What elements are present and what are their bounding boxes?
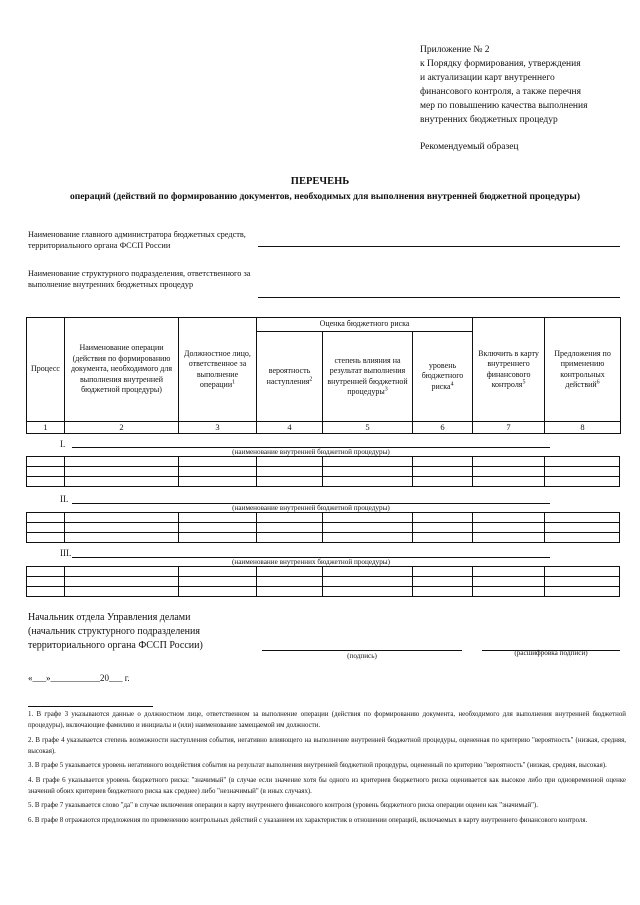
section-roman: III. [60, 548, 72, 558]
header-position-text: Должностное лицо, ответственное за выполнение операции [184, 348, 251, 389]
header-risk-group: Оценка бюджетного риска [257, 318, 473, 332]
appendix-line: к Порядку формирования, утверждения [420, 59, 581, 69]
footnote-ref: 3 [384, 386, 388, 393]
header-operation-text: Наименование операции (действия по формированию документа, необходимого для выполнения внутренней бюджетной процедуры) [70, 343, 173, 395]
decode-caption: (расшифровка подписи) [514, 649, 588, 657]
chief-line: Начальник отдела Управления делами [28, 612, 191, 623]
header-risk-level-text: уровень бюджетного риска [421, 360, 464, 391]
unit-field-line[interactable] [258, 297, 620, 298]
appendix-line: финансового контроля, а также перечня [420, 87, 581, 97]
header-include [473, 318, 545, 422]
header-include-text: Включить в карту внутреннего финансового контроля [478, 348, 539, 389]
column-number: 4 [257, 422, 323, 434]
signature-caption: (подпись) [347, 652, 377, 660]
admin-field-line[interactable] [258, 246, 620, 247]
section-grid [26, 512, 621, 544]
footnote: 6. В графе 8 отражаются предложения по применению контрольных действий с указанием их характеристик в отношении операций, включаемых в карту внутреннего финансового контроля. [28, 816, 588, 824]
appendix-line: внутренних бюджетных процедур [420, 115, 558, 125]
section-caption: (наименование внутренней бюджетной процедуры) [232, 448, 390, 456]
footnote: 5. В графе 7 указывается слово "да" в случае включения операции в карту внутреннего финансового контроля (уровень бюджетного риска операции оценен как "значимый"). [28, 802, 538, 809]
header-probability-text: вероятность наступления [266, 366, 311, 386]
footnote-ref: 1 [232, 379, 236, 386]
section-roman: II. [60, 494, 69, 504]
column-number: 3 [179, 422, 257, 434]
footnote: 2. В графе 4 указывается степень возможности наступления события, негативно влияющего на выполнение внутренней бюджетной процедуры, оцененная по критерию "вероятность" (низкая, средняя, высокая). [28, 736, 626, 755]
section-caption: (наименование внутренней бюджетной процедуры) [232, 504, 390, 512]
appendix-line: Приложение № 2 [420, 45, 490, 55]
header-position [179, 318, 257, 422]
column-number: 5 [323, 422, 413, 434]
header-proposals [545, 318, 621, 422]
column-number: 1 [27, 422, 65, 434]
column-number: 6 [413, 422, 473, 434]
column-number: 8 [545, 422, 621, 434]
chief-line: территориального органа ФССП России) [28, 640, 203, 651]
sample-label: Рекомендуемый образец [420, 142, 519, 152]
footnote: 3. В графе 5 указывается уровень негативного воздействия события на результат выполнения внутренней бюджетной процедуры, оцененный по критерию "вероятность" (низкая, средняя, высокая). [28, 762, 607, 769]
footnote-ref: 6 [596, 379, 600, 386]
chief-title [28, 611, 268, 653]
document-subtitle: операций (действий по формированию документов, необходимых для выполнения внутренней бюджетной процедуры) [69, 192, 581, 202]
admin-label: Наименование главного администратора бюджетных средств, территориального органа ФССП России [28, 230, 246, 250]
header-impact-text: степень влияния на результат выполнения внутренней бюджетной процедуры [327, 355, 408, 396]
header-impact [323, 332, 413, 422]
signature-line[interactable] [262, 650, 462, 651]
document-title: ПЕРЕЧЕНЬ [290, 176, 350, 187]
chief-line: (начальник структурного подразделения [28, 626, 200, 637]
column-number: 7 [473, 422, 545, 434]
appendix-line: и актуализации карт внутреннего [420, 73, 555, 83]
header-proposals-text: Предложения по применению контрольных действий [554, 348, 611, 389]
date-field[interactable]: «___»___________20___ г. [28, 673, 130, 683]
footnote-separator [28, 706, 153, 707]
section-grid [26, 566, 621, 598]
footnotes [28, 709, 626, 829]
footnote-ref: 2 [309, 375, 313, 382]
header-risk-level [413, 332, 473, 422]
section-caption: (наименование внутренних бюджетной процедуры) [231, 558, 391, 566]
appendix-line: мер по повышению качества выполнения [420, 101, 588, 111]
unit-label: Наименование структурного подразделения, ответственного за выполнение внутренних бюджетных процедур [28, 269, 251, 289]
section-roman: I. [60, 439, 66, 449]
operations-table [26, 317, 621, 434]
footnote: 4. В графе 6 указывается уровень бюджетного риска: "значимый" (в случае если значение хотя бы одного из критериев бюджетного риска оценивается как высокое либо при одновременной оценке значений обоих критериев бюджетного риска как среднее) либо "незначимый" (в иных случаях). [28, 776, 626, 795]
header-operation [65, 318, 179, 422]
header-probability [257, 332, 323, 422]
appendix-block [420, 43, 635, 154]
section-grid [26, 456, 621, 488]
header-process: Процесс [27, 318, 65, 422]
footnote-ref: 5 [522, 379, 526, 386]
footnote-ref: 4 [450, 381, 454, 388]
footnote: 1. В графе 3 указываются данные о должностном лице, ответственном за выполнение операции (действия по формированию документа, необходимого для выполнения внутренней бюджетной процедуры), включающие фамилию и инициалы и (или) наименование замещаемой им должности. [28, 711, 626, 729]
column-number: 2 [65, 422, 179, 434]
